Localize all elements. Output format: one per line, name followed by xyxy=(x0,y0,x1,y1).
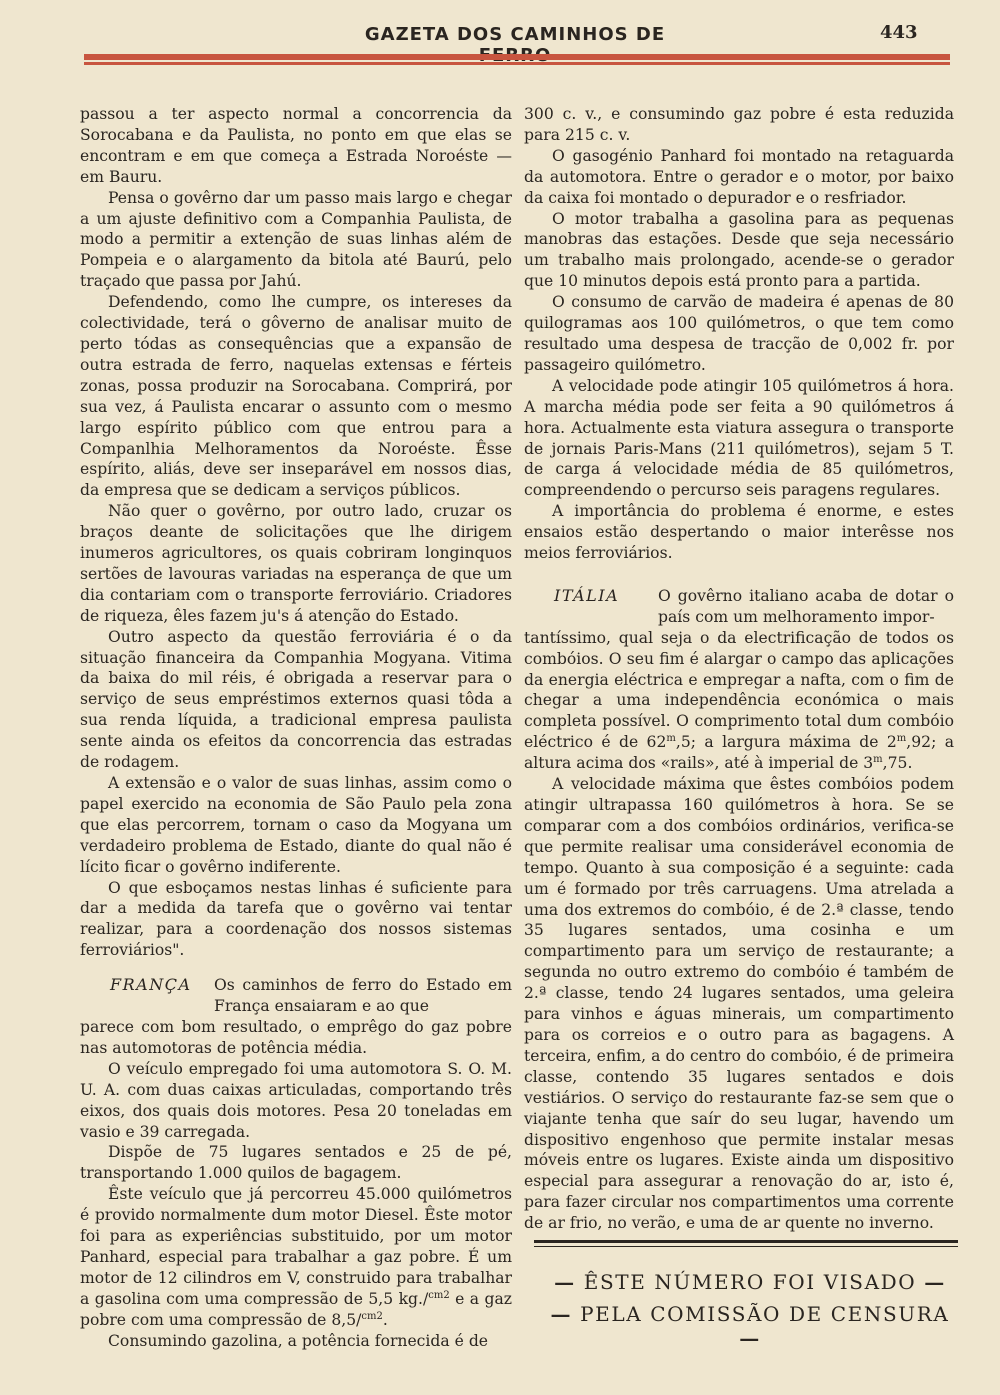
paragraph: Os caminhos de ferro do Estado em França ensaiaram e ao que xyxy=(214,976,512,1016)
paragraph xyxy=(524,628,954,774)
dash-ornament: — xyxy=(739,1326,761,1350)
paragraph: O govêrno italiano acaba de dotar o país com um melhoramento impor- xyxy=(658,586,954,626)
censor-rule xyxy=(534,1240,958,1243)
header-rule-thin xyxy=(84,62,950,65)
unit-superscript: cm2 xyxy=(361,1310,383,1322)
paragraph: O que esboçamos nestas linhas é suficiente para dar a medida da tarefa que o govêrno vai tentar realizar, para a coordenação dos nossos sistemas ferroviários". xyxy=(80,878,512,960)
dash-ornament: — xyxy=(924,1270,946,1294)
censorship-text: ÊSTE NÚMERO FOI VISADO xyxy=(583,1270,917,1294)
paragraph xyxy=(80,1184,512,1330)
unit-superscript: cm2 xyxy=(428,1289,450,1301)
text-run: tantíssimo, qual seja o da electrificação de todos os combóios. O seu fim é alargar o campo das aplicações da energia eléctrica e empregar a nafta, com o fim de chegar a uma independência económica o mais completa possível. O comprimento total dum combóio eléctrico é de 62 xyxy=(524,628,954,752)
paragraph: Dispõe de 75 lugares sentados e 25 de pé, transportando 1.000 quilos de bagagem. xyxy=(80,1143,512,1183)
text-run: . xyxy=(382,1310,388,1329)
paragraph: Outro aspecto da questão ferroviária é o da situação financeira da Companhia Mogyana. Vitima da baixa do mil réis, é obrigada a reservar para o serviço de seus empréstimos externos quasi tôda a sua renda líquida, a tradicional empresa paulista sente ainda os efeitos da concorrencia das estradas de rodagem. xyxy=(80,627,512,772)
text-run: ,92; a altura acima dos «rails», até à imperial de 3 xyxy=(524,733,954,773)
header-rule xyxy=(84,54,950,60)
page-number: 443 xyxy=(880,22,918,43)
section-italy-intro xyxy=(524,586,954,628)
text-run: ,75. xyxy=(882,754,913,773)
paragraph: A importância do problema é enorme, e estes ensaios estão despertando o maior interêsse nos meios ferroviários. xyxy=(524,502,954,563)
paragraph: A extensão e o valor de suas linhas, assim como o papel exercido na economia de São Paulo pela zona que elas percorrem, tornam o caso da Mogyana um verdadeiro problema de Estado, diante do qual não é lícito ficar o govêrno indiferente. xyxy=(80,774,512,876)
paragraph: Defendendo, como lhe cumpre, os intereses da colectividade, terá o gôverno de analisar muito de perto tódas as consequências que a expansão de outra estrada de ferro, naquelas extensas e férteis zonas, possa produzir na Sorocabana. Comprirá, por sua vez, á Paulista encarar o assunto com o mesmo largo espírito público com que entrou para a Companlhia Melhoramentos da Noroéste. Êsse espírito, aliás, deve ser inseparável em nossos dias, da empresa que se dedicam a serviços públicos. xyxy=(80,293,512,500)
paragraph: Pensa o govêrno dar um passo mais largo e chegar a um ajuste definitivo com a Companhia Paulista, de modo a permitir a extenção de suas linhas além de Pompeia e o alargamento da bitola até Baurú, pelo traçado que passa por Jahú. xyxy=(80,188,512,291)
paragraph: A velocidade máxima que êstes combóios podem atingir ultrapassa 160 quilómetros à hora. Se se comparar com a dos combóios ordinários, verifica-se que permite realisar uma considerável economia de tempo. Quanto à sua composição é a seguinte: cada um é formado por três carruagens. Uma atrelada a uma dos extremos do combóio, é de 2.ª classe, tendo 35 lugares sentados, uma cosinha e um compartimento para um serviço de restaurante; a segunda no outro extremo do combóio é também de 2.ª classe, tendo 24 lugares sentados, uma geleira para vinhos e águas minerais, um compartimento para os correios e o outro para as bagagens. A terceira, enfim, a do centro do combóio, é de primeira classe, contendo 35 lugares sentados e dois vestiários. O serviço do restaurante faz-se sem que o viajante tenha que saír do seu lugar, havendo um dispositivo engenhoso que permite instalar mesas móveis entre os lugares. Existe ainda um dispositivo especial para assegurar a renovação do ar, isto é, para fazer circular nos compartimentos uma corrente de ar frio, no verão, e uma de ar quente no inverno. xyxy=(524,775,954,1233)
paragraph: O consumo de carvão de madeira é apenas de 80 quilogramas aos 100 quilómetros, o que tem como resultado uma despesa de tracção de 0,002 fr. por passageiro quilómetro. xyxy=(524,293,954,374)
right-column xyxy=(524,104,954,1234)
unit-superscript: m xyxy=(873,754,883,765)
paragraph: A velocidade pode atingir 105 quilómetros á hora. A marcha média pode ser feita a 90 quilómetros á hora. Actualmente esta viatura assegura o transporte de jornais Paris-Mans (211 quilómetros), sejam 5 T. de carga á velocidade média de 85 quilómetros, compreendendo o percurso seis paragens regulares. xyxy=(524,376,954,500)
section-heading-italy: ITÁLIA xyxy=(554,585,620,605)
paragraph: passou a ter aspecto normal a concorrencia da Sorocabana e da Paulista, no ponto em que elas se encontram e em que começa a Estrada Noroéste — em Bauru. xyxy=(80,105,512,186)
section-heading-france: FRANÇA xyxy=(110,975,192,995)
paragraph: 300 c. v., e consumindo gaz pobre é esta reduzida para 215 c. v. xyxy=(524,105,954,144)
paragraph: O veículo empregado foi uma automotora S. O. M. U. A. com duas caixas articuladas, comportando três eixos, dos quais dois motores. Pesa 20 toneladas em vasio e 39 carregada. xyxy=(80,1059,512,1141)
section-france-intro xyxy=(80,975,512,1017)
censorship-notice-line-2 xyxy=(550,1302,950,1350)
left-column xyxy=(80,104,512,1351)
censorship-notice-line-1 xyxy=(550,1270,950,1294)
paragraph: O motor trabalha a gasolina para as pequenas manobras das estações. Desde que seja necessário um trabalho mais prolongado, acende-se o gerador que 10 minutos depois está pronto para a partida. xyxy=(524,209,954,291)
dash-ornament: — xyxy=(554,1270,576,1294)
unit-superscript: m xyxy=(896,733,907,745)
text-run: ,5; a largura máxima de 2 xyxy=(675,733,897,752)
section-france xyxy=(80,975,512,1351)
censor-rule-thin xyxy=(534,1246,958,1247)
section-italy xyxy=(524,586,954,1234)
paragraph: Consumindo gazolina, a potência fornecida é de xyxy=(108,1331,489,1350)
text-run: Êste veículo que já percorreu 45.000 quilómetros é provido normalmente dum motor Diesel. Êste motor foi para as experiências substituido, por um motor Panhard, especial para trabalhar a gaz pobre. É um motor de 12 cilindros em V, construido para trabalhar a gasolina com uma compressão de 5,5 kg./ xyxy=(80,1185,512,1308)
paragraph: parece com bom resultado, o emprêgo do gaz pobre nas automotoras de potência média. xyxy=(80,1017,512,1057)
censorship-text: PELA COMISSÃO DE CENSURA xyxy=(580,1302,950,1326)
dash-ornament: — xyxy=(550,1302,573,1326)
journal-title: GAZETA DOS CAMINHOS DE xyxy=(364,24,666,45)
paragraph: Não quer o govêrno, por outro lado, cruzar os braços deante de solicitações que lhe dirigem inumeros agricultores, os quais cobriram longinquos sertões de lavouras variadas na esperança de que um dia contariam com o transporte ferroviário. Criadores de riqueza, êles fazem ju's á atenção do Estado. xyxy=(80,502,512,625)
text-run: e a gaz pobre com uma compressão de 8,5/ xyxy=(80,1289,512,1329)
unit-superscript: m xyxy=(666,733,676,745)
paragraph: O gasogénio Panhard foi montado na retaguarda da automotora. Entre o gerador e o motor, por baixo da caixa foi montado o depurador e o resfriador. xyxy=(524,146,954,207)
